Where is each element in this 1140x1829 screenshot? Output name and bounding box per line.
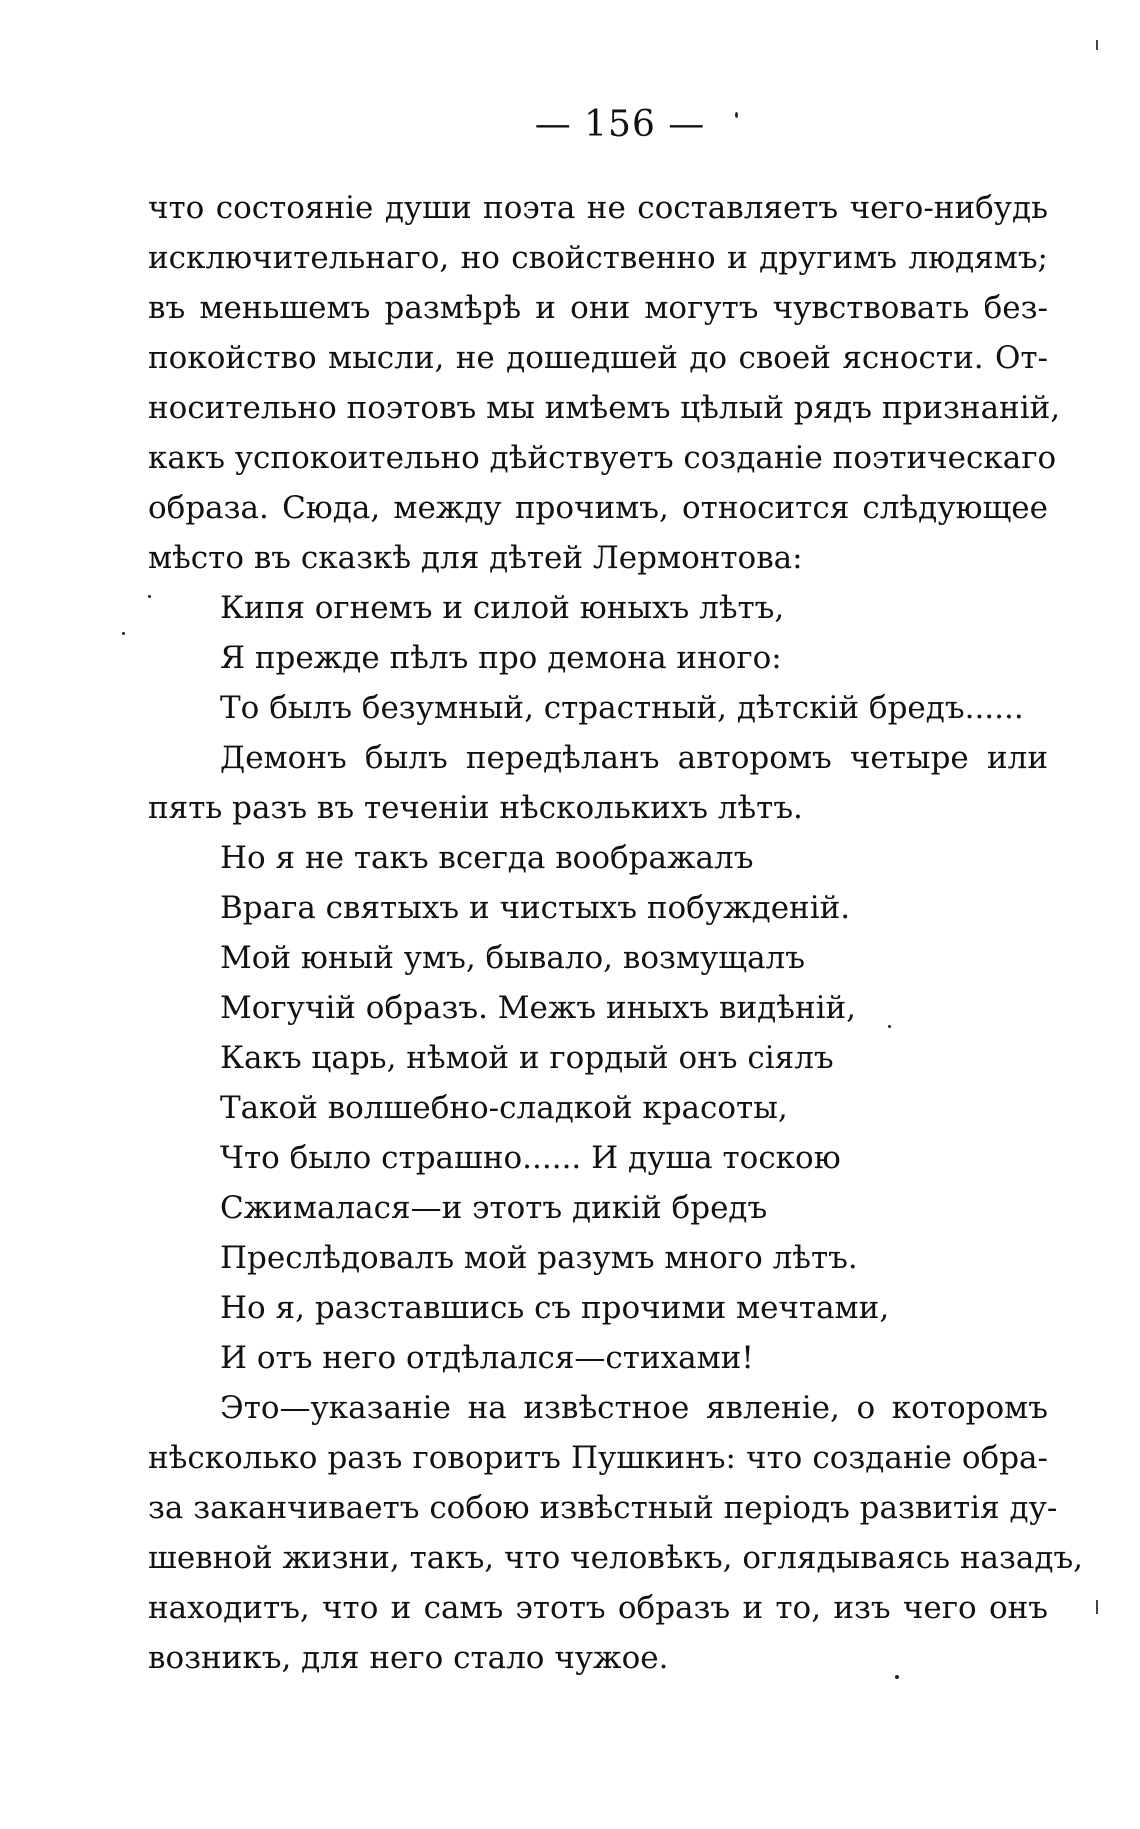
scan-speck <box>122 632 125 635</box>
verse-line: Сжималася—и этотъ дикій бредъ <box>220 1190 768 1226</box>
verse-line: Какъ царь, нѣмой и гордый онъ сіялъ <box>220 1040 834 1076</box>
text-line: что состояніе души поэта не составляетъ чего-нибудь <box>148 190 1048 226</box>
verse-line: Но я, разставшись съ прочими мечтами, <box>220 1290 890 1326</box>
text-line: шевной жизни, такъ, что человѣкъ, оглядываясь назадъ, <box>148 1540 1084 1576</box>
verse-2 <box>148 833 1048 1383</box>
text-line: въ меньшемъ размѣрѣ и они могутъ чувствовать без- <box>148 290 1048 326</box>
verse-line: То былъ безумный, страстный, дѣтскій бредъ...... <box>220 690 1024 726</box>
scan-mark <box>1096 1600 1098 1614</box>
verse-line: Преслѣдовалъ мой разумъ много лѣтъ. <box>220 1240 858 1276</box>
verse-line: Кипя огнемъ и силой юныхъ лѣтъ, <box>220 590 785 626</box>
verse-line: И отъ него отдѣлался—стихами! <box>220 1340 754 1376</box>
text-line: какъ успокоительно дѣйствуетъ созданіе поэтическаго <box>148 440 1057 476</box>
verse-line: Могучій образъ. Межъ иныхъ видѣній, <box>220 990 857 1026</box>
verse-line: Что было страшно...... И душа тоскою <box>220 1140 841 1176</box>
scan-speck <box>895 1675 899 1679</box>
paragraph-3 <box>148 1383 1084 1683</box>
text-line: мѣсто въ сказкѣ для дѣтей Лермонтова: <box>148 540 803 576</box>
verse-line: Я прежде пѣлъ про демона иного: <box>220 640 782 676</box>
scan-mark <box>1096 40 1098 50</box>
paragraph-1 <box>148 183 1061 583</box>
text-line: Это—указаніе на извѣстное явленіе, о которомъ <box>220 1390 1048 1426</box>
text-line: образа. Сюда, между прочимъ, относится слѣдующее <box>148 490 1048 526</box>
verse-line: Мой юный умъ, бывало, возмущалъ <box>220 940 805 976</box>
verse-line: Но я не такъ всегда воображалъ <box>220 840 754 876</box>
text-line: Демонъ былъ передѣланъ авторомъ четыре или <box>220 740 1048 776</box>
text-line: возникъ, для него стало чужое. <box>148 1640 669 1676</box>
verse-line: Врага святыхъ и чистыхъ побужденій. <box>220 890 851 926</box>
text-line: носительно поэтовъ мы имѣемъ цѣлый рядъ признаній, <box>148 390 1061 426</box>
text-line: исключительнаго, но свойственно и другимъ людямъ; <box>148 240 1048 276</box>
text-line: за заканчиваетъ собою извѣстный періодъ развитія ду- <box>148 1490 1058 1526</box>
scan-speck <box>735 112 738 118</box>
verse-1 <box>148 583 1048 733</box>
scan-speck <box>888 1025 891 1028</box>
page-number: — 156 — <box>534 104 706 145</box>
scan-speck <box>148 595 151 598</box>
verse-line: Такой волшебно-сладкой красоты, <box>220 1090 788 1126</box>
text-line: находитъ, что и самъ этотъ образъ и то, изъ чего онъ <box>148 1590 1048 1626</box>
paragraph-2 <box>148 733 1048 833</box>
text-line: покойство мысли, не дошедшей до своей ясности. От- <box>148 340 1048 376</box>
text-line: пять разъ въ теченіи нѣсколькихъ лѣтъ. <box>148 790 803 826</box>
text-line: нѣсколько разъ говоритъ Пушкинъ: что созданіе обра- <box>148 1440 1048 1476</box>
